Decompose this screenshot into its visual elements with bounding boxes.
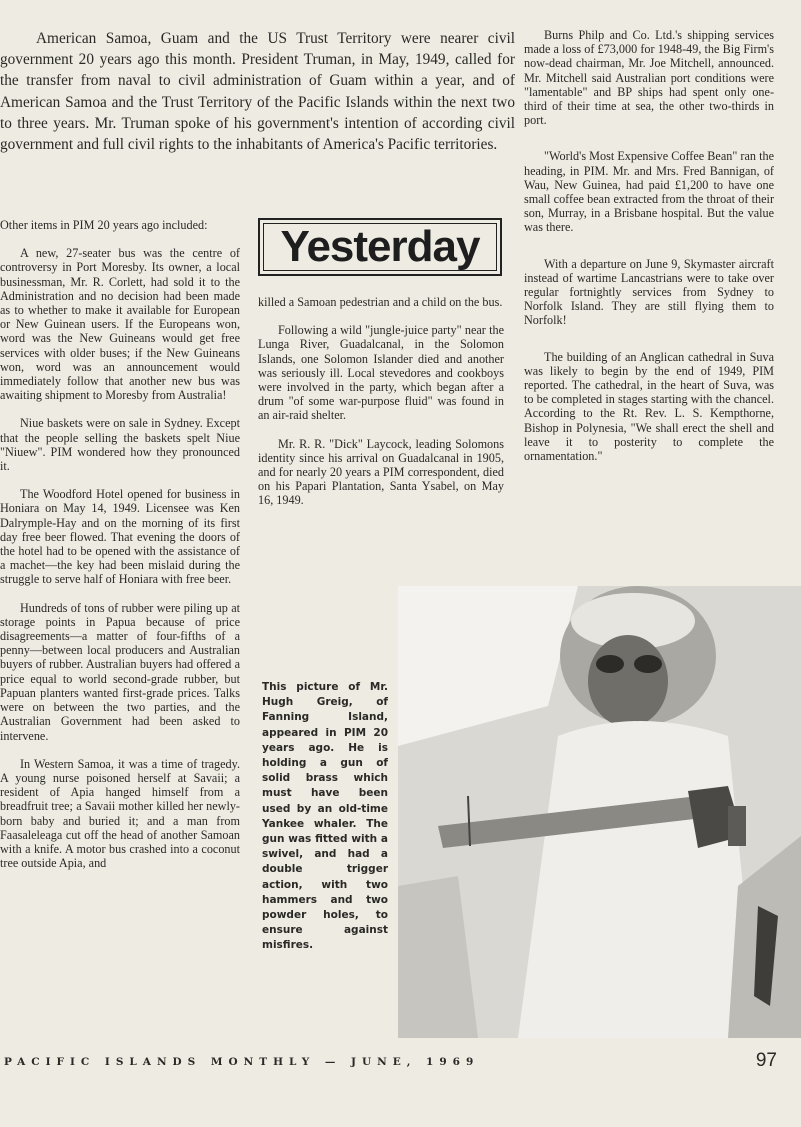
column-b-paragraph: Mr. R. R. "Dick" Laycock, leading Solomons identity since his arrival on Guadalcanal in 1905, and for nearly 20 years a PIM correspondent, died on his Papari Plantation, Santa Ysabel, on May 16, 1949. [258,436,504,508]
column-c-paragraph: The building of an Anglican cathedral in Suva was likely to begin by the end of 1949, PIM reported. The cathedral, in the heart of Suva, was to be completed in stages starting with the chancel. According to the Rt. Rev. L. S. Kempthorne, Bishop in Polynesia, "We shall erect the shell and leave it to posterity to complete the ornamentation." [524,349,774,464]
column-a-paragraph: Other items in PIM 20 years ago included: [0,218,208,232]
column-a-paragraph: Hundreds of tons of rubber were piling up at storage points in Papua because of price disagreements—a matter of four-fifths of a penny—between local producers and Australian buyers of rubber. Australian buyers had offered a price equal to world second-grade rubber, but Papuan planters wanted first-grade prices. Talks were on between the two parties, and the Australian Government had been asked to intervene. [0,600,240,743]
column-c-paragraph: Burns Philp and Co. Ltd.'s shipping services made a loss of £73,000 for 1948-49, the Big Firm's now-dead chairman, Mr. Joe Mitchell, announced. Mr. Mitchell said Australian port conditions were "lamentable" and BP ships had spent only one-third of their time at sea, the other two-thirds in port. [524,28,774,128]
column-a-paragraph: Niue baskets were on sale in Sydney. Except that the people selling the baskets spelt Niue "Niuew". PIM wondered how they pronounced it. [0,416,240,474]
section-title-box [258,218,502,276]
publication-line: PACIFIC ISLANDS MONTHLY — JUNE, 1969 [4,1056,480,1068]
column-a-paragraph: In Western Samoa, it was a time of tragedy. A young nurse poisoned herself at Savaii; a resident of Apia hanged himself from a breadfruit tree; a Savaii mother killed her newly-born baby and buried it; and a man from Faasaleleaga cut off the head of another Samoan with a knife. A motor bus crashed into a coconut tree outside Apia, and [0,756,240,871]
photo-hugh-greig [398,586,801,1038]
photo-caption: This picture of Mr. Hugh Greig, of Fanning Island, appeared in PIM 20 years ago. He is holding a gun of solid brass which must have been used by an old-time Yankee whaler. The gun was fitted with a swivel, and had a double trigger action, with two hammers and two powder holes, to ensure against misfires. [262,681,388,952]
column-a [0,218,240,884]
column-a-paragraph: The Woodford Hotel opened for business in Honiara on May 14, 1949. Licensee was Ken Dalrymple-Hay and on the morning of its first day free beer flowed. That evening the doors of the hotel had to be opened with the assistance of a machet—the key had been mislaid during the struggle to serve half of Honiara with free beer. [0,487,240,587]
column-c-paragraph: "World's Most Expensive Coffee Bean" ran the heading, in PIM. Mr. and Mrs. Fred Bannigan, of Wau, New Guinea, had paid £1,200 to have one small coffee bean extracted from the throat of their son, Murray, in a Brisbane hospital. But the value was there. [524,149,774,235]
intro-paragraph: American Samoa, Guam and the US Trust Territory were nearer civil government 20 years ago this month. President Truman, in May, 1949, called for the transfer from naval to civil administration of Guam within a year, and of American Samoa and the Trust Territory of the Pacific Islands within the next two to three years. Mr. Truman spoke of his government's intention of according civil government and full civil rights to the inhabitants of America's Pacific territories. [0,30,515,154]
column-b [258,295,504,522]
page-number: 97 [755,1050,777,1071]
column-a-paragraph: A new, 27-seater bus was the centre of controversy in Port Moresby. Its owner, a local businessman, Mr. R. Corlett, had sold it to the Administration and no decision had been made as to whether to make it available for European or New Guinean users. If the Europeans won, word was the New Guineans would get free services with older buses; if the New Guineans won, word was an announcement would immediately follow that another new bus was awaiting shipment to Moresby from Australia! [0,246,240,403]
column-c [524,28,774,485]
column-b-paragraph: Following a wild "jungle-juice party" near the Lunga River, Guadalcanal, in the Solomon Islands, one Solomon Islander died and another was seriously ill. Local stevedores and cookboys were involved in the party, which began after a drum "of some war-purpose fluid" was found in an air-raid shelter. [258,323,504,423]
column-b-paragraph: killed a Samoan pedestrian and a child on the bus. [258,295,503,309]
section-title: Yesterday [280,222,480,271]
photo-illustration [398,586,801,1038]
page-footer [0,1052,801,1082]
column-c-paragraph: With a departure on June 9, Skymaster aircraft instead of wartime Lancastrians were to take over regular fortnightly services from Sydney to Norfolk Island. They are still flying them to Norfolk! [524,256,774,328]
